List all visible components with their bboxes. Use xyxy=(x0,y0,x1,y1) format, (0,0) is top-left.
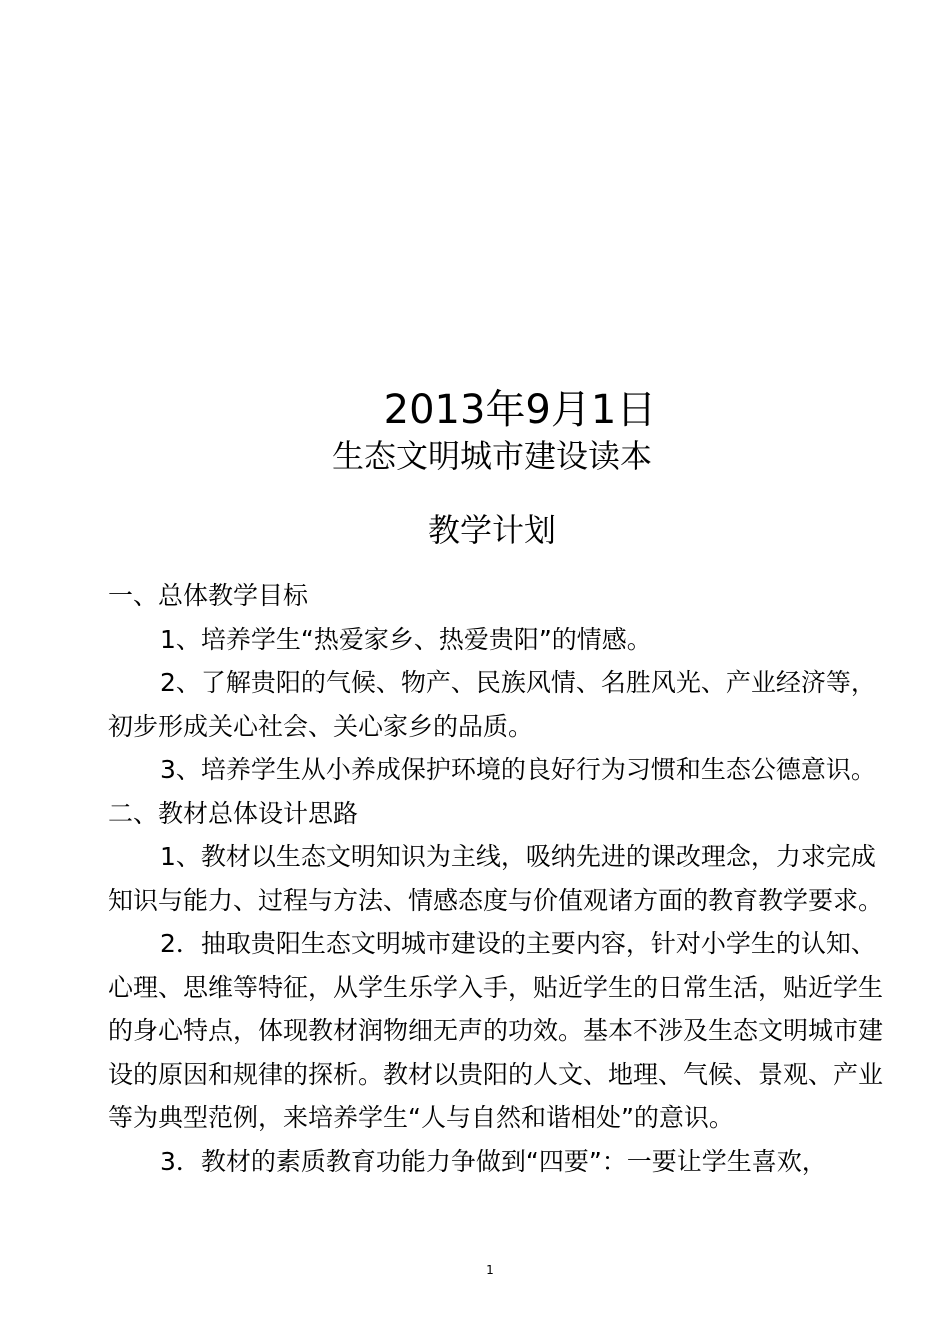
design-paragraph-1: 1、教材以生态文明知识为主线，吸纳先进的课改理念，力求完成知识与能力、过程与方法、情感态度与价值观诸方面的教育教学要求。 xyxy=(108,842,884,915)
goal-paragraph-3: 3、培养学生从小养成保护环境的良好行为习惯和生态公德意识。 xyxy=(160,755,876,784)
plan-title: 教学计划 xyxy=(427,511,556,549)
design-paragraph-3: 3．教材的素质教育功能力争做到“四要”：一要让学生喜欢， xyxy=(160,1146,827,1176)
document-date: 2013年9月1日 xyxy=(383,387,657,433)
goal-paragraph-1: 1、培养学生“热爱家乡、热爱贵阳”的情感。 xyxy=(160,624,652,654)
section-heading-goals: 一、总体教学目标 xyxy=(108,581,309,610)
section-heading-design: 二、教材总体设计思路 xyxy=(108,798,359,828)
page-number: 1 xyxy=(486,1263,494,1277)
document-body xyxy=(108,574,886,1183)
design-paragraph-2: 2．抽取贵阳生态文明城市建设的主要内容，针对小学生的认知、心理、思维等特征，从学生乐学入手，贴近学生的日常生活，贴近学生的身心特点，体现教材润物细无声的功效。基本不涉及生态文明城市建设的原因和规律的探析。教材以贵阳的人文、地理、气候、景观、产业等为典型范例，来培养学生“人与自然和谐相处”的意识。 xyxy=(108,929,884,1132)
goal-paragraph-2: 2、了解贵阳的气候、物产、民族风情、名胜风光、产业经济等，初步形成关心社会、关心家乡的品质。 xyxy=(108,668,876,741)
book-title: 生态文明城市建设读本 xyxy=(331,437,652,475)
